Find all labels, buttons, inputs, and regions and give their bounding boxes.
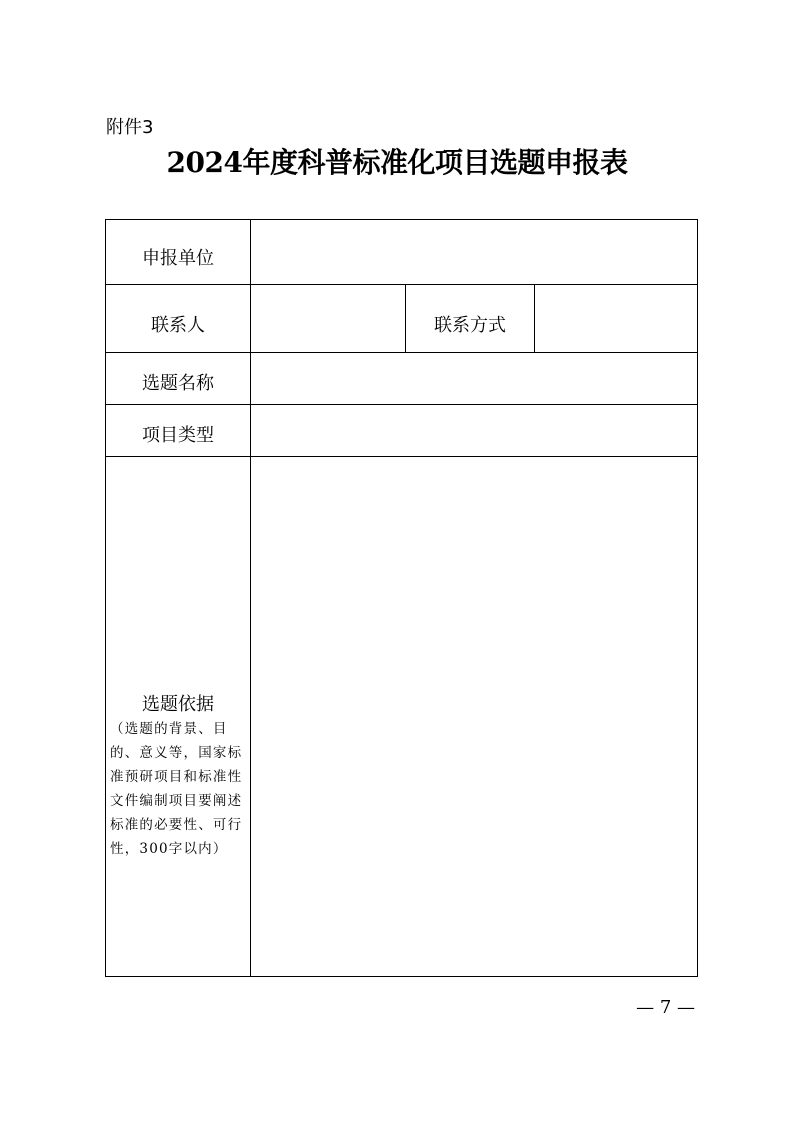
topic-name-label-cell bbox=[106, 353, 251, 405]
project-type-label-cell bbox=[106, 405, 251, 457]
attachment-label: 附件3 bbox=[106, 117, 154, 138]
applicant-unit-row bbox=[106, 220, 698, 285]
project-type-label: 项目类型 bbox=[142, 424, 214, 446]
contact-row bbox=[106, 285, 698, 353]
topic-name-label: 选题名称 bbox=[142, 372, 214, 394]
contact-method-field[interactable] bbox=[535, 285, 698, 353]
applicant-unit-label: 申报单位 bbox=[142, 248, 214, 269]
project-type-field[interactable] bbox=[251, 405, 698, 457]
document-title: 2024年度科普标准化项目选题申报表 bbox=[166, 146, 628, 179]
contact-method-label-cell bbox=[406, 285, 535, 353]
contact-person-field[interactable] bbox=[251, 285, 406, 353]
topic-name-field[interactable] bbox=[251, 353, 698, 405]
contact-person-label-cell bbox=[106, 285, 251, 353]
topic-name-row bbox=[106, 353, 698, 405]
topic-basis-field[interactable] bbox=[251, 457, 698, 977]
page-number: — 7 — bbox=[636, 997, 695, 1018]
topic-basis-note: （选题的背景、目的、意义等，国家标准预研项目和标准性文件编制项目要阐述标准的必要性、可行性，300字以内） bbox=[110, 720, 243, 857]
applicant-unit-field[interactable] bbox=[251, 220, 698, 285]
application-form-table bbox=[105, 219, 698, 977]
project-type-row bbox=[106, 405, 698, 457]
topic-basis-row bbox=[106, 457, 698, 977]
contact-method-label: 联系方式 bbox=[434, 314, 506, 336]
contact-person-label: 联系人 bbox=[151, 314, 205, 336]
topic-basis-label: 选题依据 bbox=[142, 693, 214, 715]
applicant-unit-label-cell bbox=[106, 220, 251, 285]
topic-basis-label-cell bbox=[106, 457, 251, 977]
